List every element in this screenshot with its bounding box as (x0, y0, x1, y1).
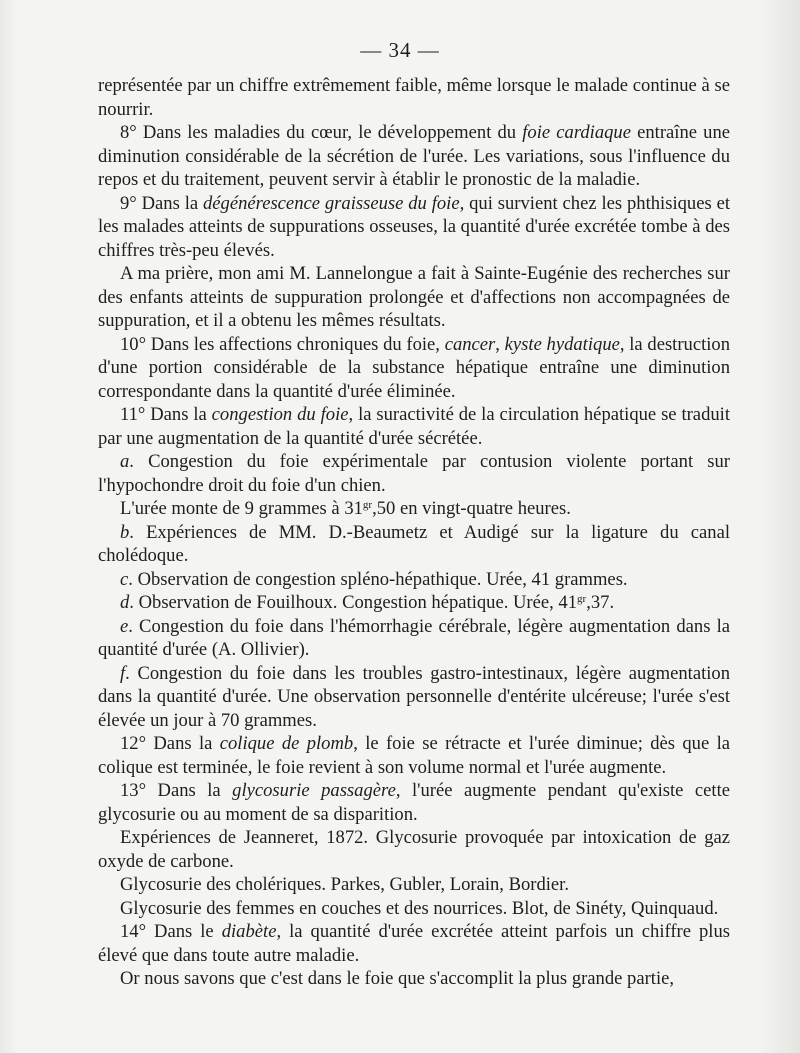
paragraph-4 (98, 333, 730, 404)
text-run: , (495, 333, 505, 355)
text-run: , le foie se rétracte et l'urée diminue; dès que la colique est terminée, le foie revient à son volume normal et l'urée augmente. (98, 733, 731, 778)
superscript-unit: gr (577, 593, 587, 605)
italic-run: f (120, 662, 126, 684)
text-run: . Observation de congestion spléno-hépathique. Urée, 41 grammes. (128, 568, 628, 590)
paragraph-7 (98, 497, 730, 521)
text-run: . Observation de Fouilhoux. Congestion hépatique. Urée, 41 (129, 592, 578, 613)
italic-run: b (120, 521, 130, 543)
text-run: , l'urée augmente pendant qu'existe cette glycosurie ou au moment de sa disparition. (98, 780, 731, 825)
italic-run: d (120, 592, 130, 613)
text-run: 14° Dans le (120, 921, 222, 942)
paragraph-8 (98, 521, 730, 568)
paragraph-16 (98, 873, 730, 897)
paragraph-15 (98, 826, 730, 873)
paragraph-11 (98, 615, 730, 662)
paragraph-1 (98, 121, 730, 192)
text-run: , la quantité d'urée excrétée atteint parfois un chiffre plus élevé que dans toute autre maladie. (98, 921, 730, 966)
text-run: 10° Dans les affections chroniques du foie, (120, 333, 445, 355)
paragraph-3 (98, 262, 730, 333)
text-run: , la suractivité de la circulation hépatique se traduit par une augmentation de la quantité d'urée sécrétée. (98, 404, 730, 449)
text-run: Glycosurie des femmes en couches et des nourrices. Blot, de Sinéty, Quinquaud. (120, 897, 719, 919)
italic-run: dégénérescence graisseuse du foie, (203, 192, 465, 214)
text-run: 8° Dans les maladies du cœur, le développement du (120, 122, 523, 143)
paragraph-5 (98, 403, 730, 450)
text-run: ,50 en vingt-quatre heures. (372, 498, 571, 519)
italic-run: a (120, 451, 130, 472)
italic-run: kyste hydatique (504, 333, 620, 355)
text-run: Expériences de Jeanneret, 1872. Glycosurie provoquée par intoxication de gaz oxyde de carbone. (98, 827, 730, 872)
page-body (98, 74, 730, 991)
italic-run: cancer (444, 333, 496, 355)
italic-run: colique de plomb (219, 733, 354, 754)
text-run: . Congestion du foie expérimentale par contusion violente portant sur l'hypochondre droit du foie d'un chien. (98, 451, 730, 496)
text-run: . Expériences de MM. D.-Beaumetz et Audigé sur la ligature du canal cholédoque. (98, 521, 730, 566)
italic-run: foie cardiaque (522, 122, 631, 143)
text-run: qui survient chez les phthisiques et les malades atteints de suppurations osseuses, la quantité d'urée excrétée tombe à des chiffres très-peu élevés. (98, 192, 730, 261)
text-run: entraîne une diminution considérable de la sécrétion de l'urée. Les variations, sous l'influence du repos et du traitement, peuvent servir à établir le pronostic de la maladie. (98, 122, 730, 190)
italic-run: c (120, 568, 129, 590)
text-run: , la destruction d'une portion considérable de la substance hépatique entraîne une diminution correspondante dans la quantité d'urée éliminée. (98, 333, 731, 402)
paragraph-17 (98, 897, 730, 921)
text-run: 13° Dans la (120, 780, 233, 801)
text-run: A ma prière, mon ami M. Lannelongue a fait à Sainte-Eugénie des recherches sur des enfants atteints de suppuration prolongée et d'affections non accompagnées de suppuration, et il a obtenu les mêmes résultats. (98, 263, 730, 331)
paragraph-12 (98, 662, 730, 733)
paragraph-14 (98, 779, 730, 826)
text-run: Or nous savons que c'est dans le foie que s'accomplit la plus grande partie, (120, 968, 675, 989)
text-run: représentée par un chiffre extrêmement faible, même lorsque le malade continue à se nourrir. (98, 75, 730, 120)
italic-run: e (120, 615, 129, 637)
text-run: 12° Dans la (120, 733, 220, 754)
paragraph-0 (98, 74, 730, 121)
paragraph-2 (98, 192, 730, 263)
text-run: . Congestion du foie dans les troubles gastro-intestinaux, légère augmentation dans la quantité d'urée. Une observation personnelle d'entérite ulcéreuse; l'urée s'est élevée un jour à 70 grammes. (98, 662, 730, 731)
text-run: ,37. (586, 592, 615, 613)
text-run: 11° Dans la (120, 404, 212, 425)
paragraph-19 (98, 967, 730, 991)
text-run: Glycosurie des cholériques. Parkes, Gubler, Lorain, Bordier. (120, 874, 570, 895)
superscript-unit: gr (362, 499, 373, 511)
text-run: 9° Dans la (120, 192, 203, 214)
text-run: L'urée monte de 9 grammes à 31 (120, 498, 363, 519)
text-run: . Congestion du foie dans l'hémorrhagie cérébrale, légère augmentation dans la quantité d'urée (A. Ollivier). (98, 615, 730, 660)
paragraph-18 (98, 920, 730, 967)
italic-run: congestion du foie (211, 404, 349, 425)
paragraph-13 (98, 732, 730, 779)
paragraph-9 (98, 568, 730, 592)
paragraph-6 (98, 450, 730, 497)
paragraph-10 (98, 591, 730, 615)
italic-run: diabète (221, 921, 277, 942)
page-number: — 34 — (360, 38, 440, 62)
italic-run: glycosurie passagère (232, 780, 396, 801)
